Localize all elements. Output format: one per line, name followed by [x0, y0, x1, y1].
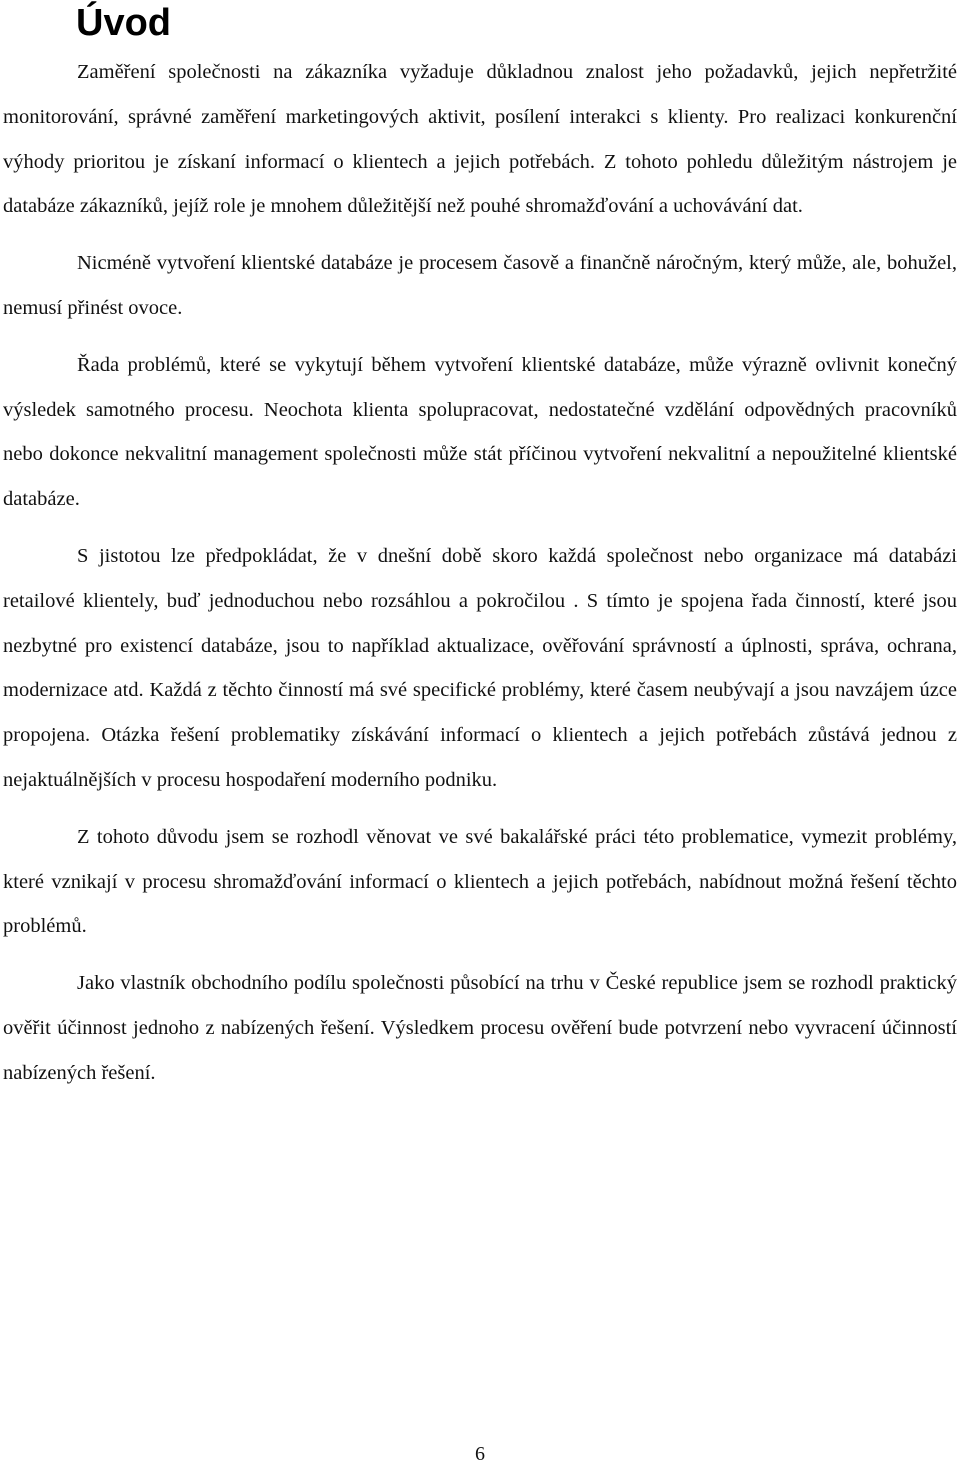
body-text [3, 50, 957, 1096]
paragraph-4: S jistotou lze předpokládat, že v dnešní době skoro každá společnost nebo organizace má databázi retailové klientely, buď jednoduchou nebo rozsáhlou a pokročilou . S tímto je spojena řada činností, které jsou nezbytné pro existencí databáze, jsou to například aktualizace, ověřování správností a úplnosti, správa, ochrana, modernizace atd. Každá z těchto činností má své specifické problémy, které časem neubývají a jsou navzájem úzce propojena. Otázka řešení problematiky získávání informací o klientech a jejich potřebách zůstává jednou z nejaktuálnějších v procesu hospodaření moderního podniku. [3, 544, 957, 791]
paragraph-3: Řada problémů, které se vykytují během vytvoření klientské databáze, může výrazně ovlivnit konečný výsledek samotného procesu. Neochota klienta spolupracovat, nedostatečné vzdělání odpovědných pracovníků nebo dokonce nekvalitní management společnosti může stát příčinou vytvoření nekvalitní a nepoužitelné klientské databáze. [3, 353, 957, 511]
paragraph-2: Nicméně vytvoření klientské databáze je procesem časově a finančně náročným, který může, ale, bohužel, nemusí přinést ovoce. [3, 252, 957, 319]
paragraph-5: Z tohoto důvodu jsem se rozhodl věnovat ve své bakalářské práci této problematice, vymezit problémy, které vznikají v procesu shromažďování informací o klientech a jejich potřebách, nabídnout možná řešení těchto problémů. [3, 825, 957, 938]
section-heading: Úvod [76, 2, 171, 44]
page-number: 6 [475, 1443, 485, 1465]
paragraph-1: Zaměření společnosti na zákazníka vyžaduje důkladnou znalost jeho požadavků, jejich nepřetržité monitorování, správné zaměření marketingových aktivit, posílení interakci s klienty. Pro realizaci konkurenční výhody prioritou je získaní informací o klientech a jejich potřebách. Z tohoto pohledu důležitým nástrojem je databáze zákazníků, jejíž role je mnohem důležitější než pouhé shromažďování a uchovávání dat. [3, 61, 957, 218]
paragraph-6: Jako vlastník obchodního podílu společnosti působící na trhu v České republice jsem se rozhodl praktický ověřit účinnost jednoho z nabízených řešení. Výsledkem procesu ověření bude potvrzení nebo vyvracení účinností nabízených řešení. [3, 972, 957, 1084]
